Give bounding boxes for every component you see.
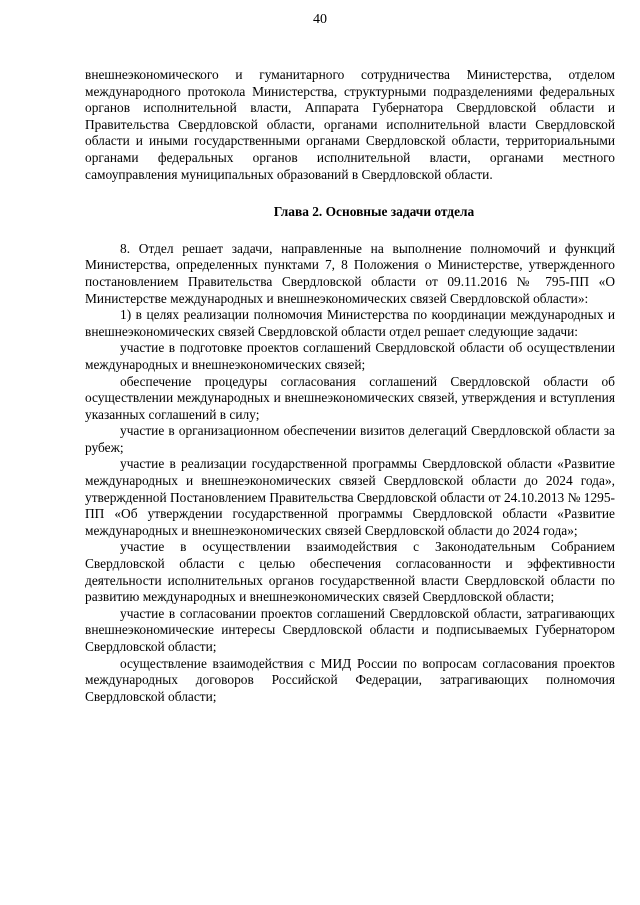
task-item: обеспечение процедуры согласования соглашений Свердловской области об осуществлении международных и внешнеэкономических связей, утверждения и вступления указанных соглашений в силу; xyxy=(85,373,615,422)
task-item: участие в реализации государственной программы Свердловской области «Развитие международных и внешнеэкономических связей Свердловской области до 2024 года», утвержденной Постановлением Правительства Свердловской области от 24.10.2013 № 1295-ПП «Об утверждении государственной программы Свердловской области «Развитие международных и внешнеэкономических связей Свердловской области до 2024 года»; xyxy=(85,456,615,538)
document-body xyxy=(85,67,615,705)
page-number: 40 xyxy=(313,12,327,27)
task-item: участие в согласовании проектов соглашений Свердловской области, затрагивающих внешнеэкономические интересы Свердловской области и подписываемых Губернатором Свердловской области; xyxy=(85,605,615,654)
task-item: участие в осуществлении взаимодействия с Законодательным Собранием Свердловской области с целью обеспечения согласованности и эффективности деятельности исполнительных органов государственной власти Свердловской области по развитию международных и внешнеэкономических связей Свердловской области; xyxy=(85,539,615,605)
task-item: осуществление взаимодействия с МИД России по вопросам согласования проектов международных договоров Российской Федерации, затрагивающих полномочия Свердловской области; xyxy=(85,655,615,704)
task-item: участие в подготовке проектов соглашений Свердловской области об осуществлении международных и внешнеэкономических связей; xyxy=(85,340,615,372)
paragraph-continuation: внешнеэкономического и гуманитарного сотрудничества Министерства, отделом международного протокола Министерства, структурными подразделениями федеральных органов исполнительной власти, Аппарата Губернатора Свердловской области и Правительства Свердловской области, органами исполнительной власти Свердловской области и иными государственными органами Свердловской области, территориальными органами федеральных органов исполнительной власти, органами местного самоуправления муниципальных образований в Свердловской области. xyxy=(85,67,615,182)
paragraph-item-8: 8. Отдел решает задачи, направленные на выполнение полномочий и функций Министерства, определенных пунктами 7, 8 Положения о Министерстве, утвержденного постановлением Правительства Свердловской области от 09.11.2016 № 795-ПП «О Министерстве международных и внешнеэкономических связей Свердловской области»: xyxy=(85,240,615,306)
task-item: участие в организационном обеспечении визитов делегаций Свердловской области за рубеж; xyxy=(85,423,615,455)
paragraph-subitem-1: 1) в целях реализации полномочия Министерства по координации международных и внешнеэкономических связей Свердловской области отдел решает следующие задачи: xyxy=(85,307,615,339)
chapter-heading: Глава 2. Основные задачи отдела xyxy=(273,204,475,220)
